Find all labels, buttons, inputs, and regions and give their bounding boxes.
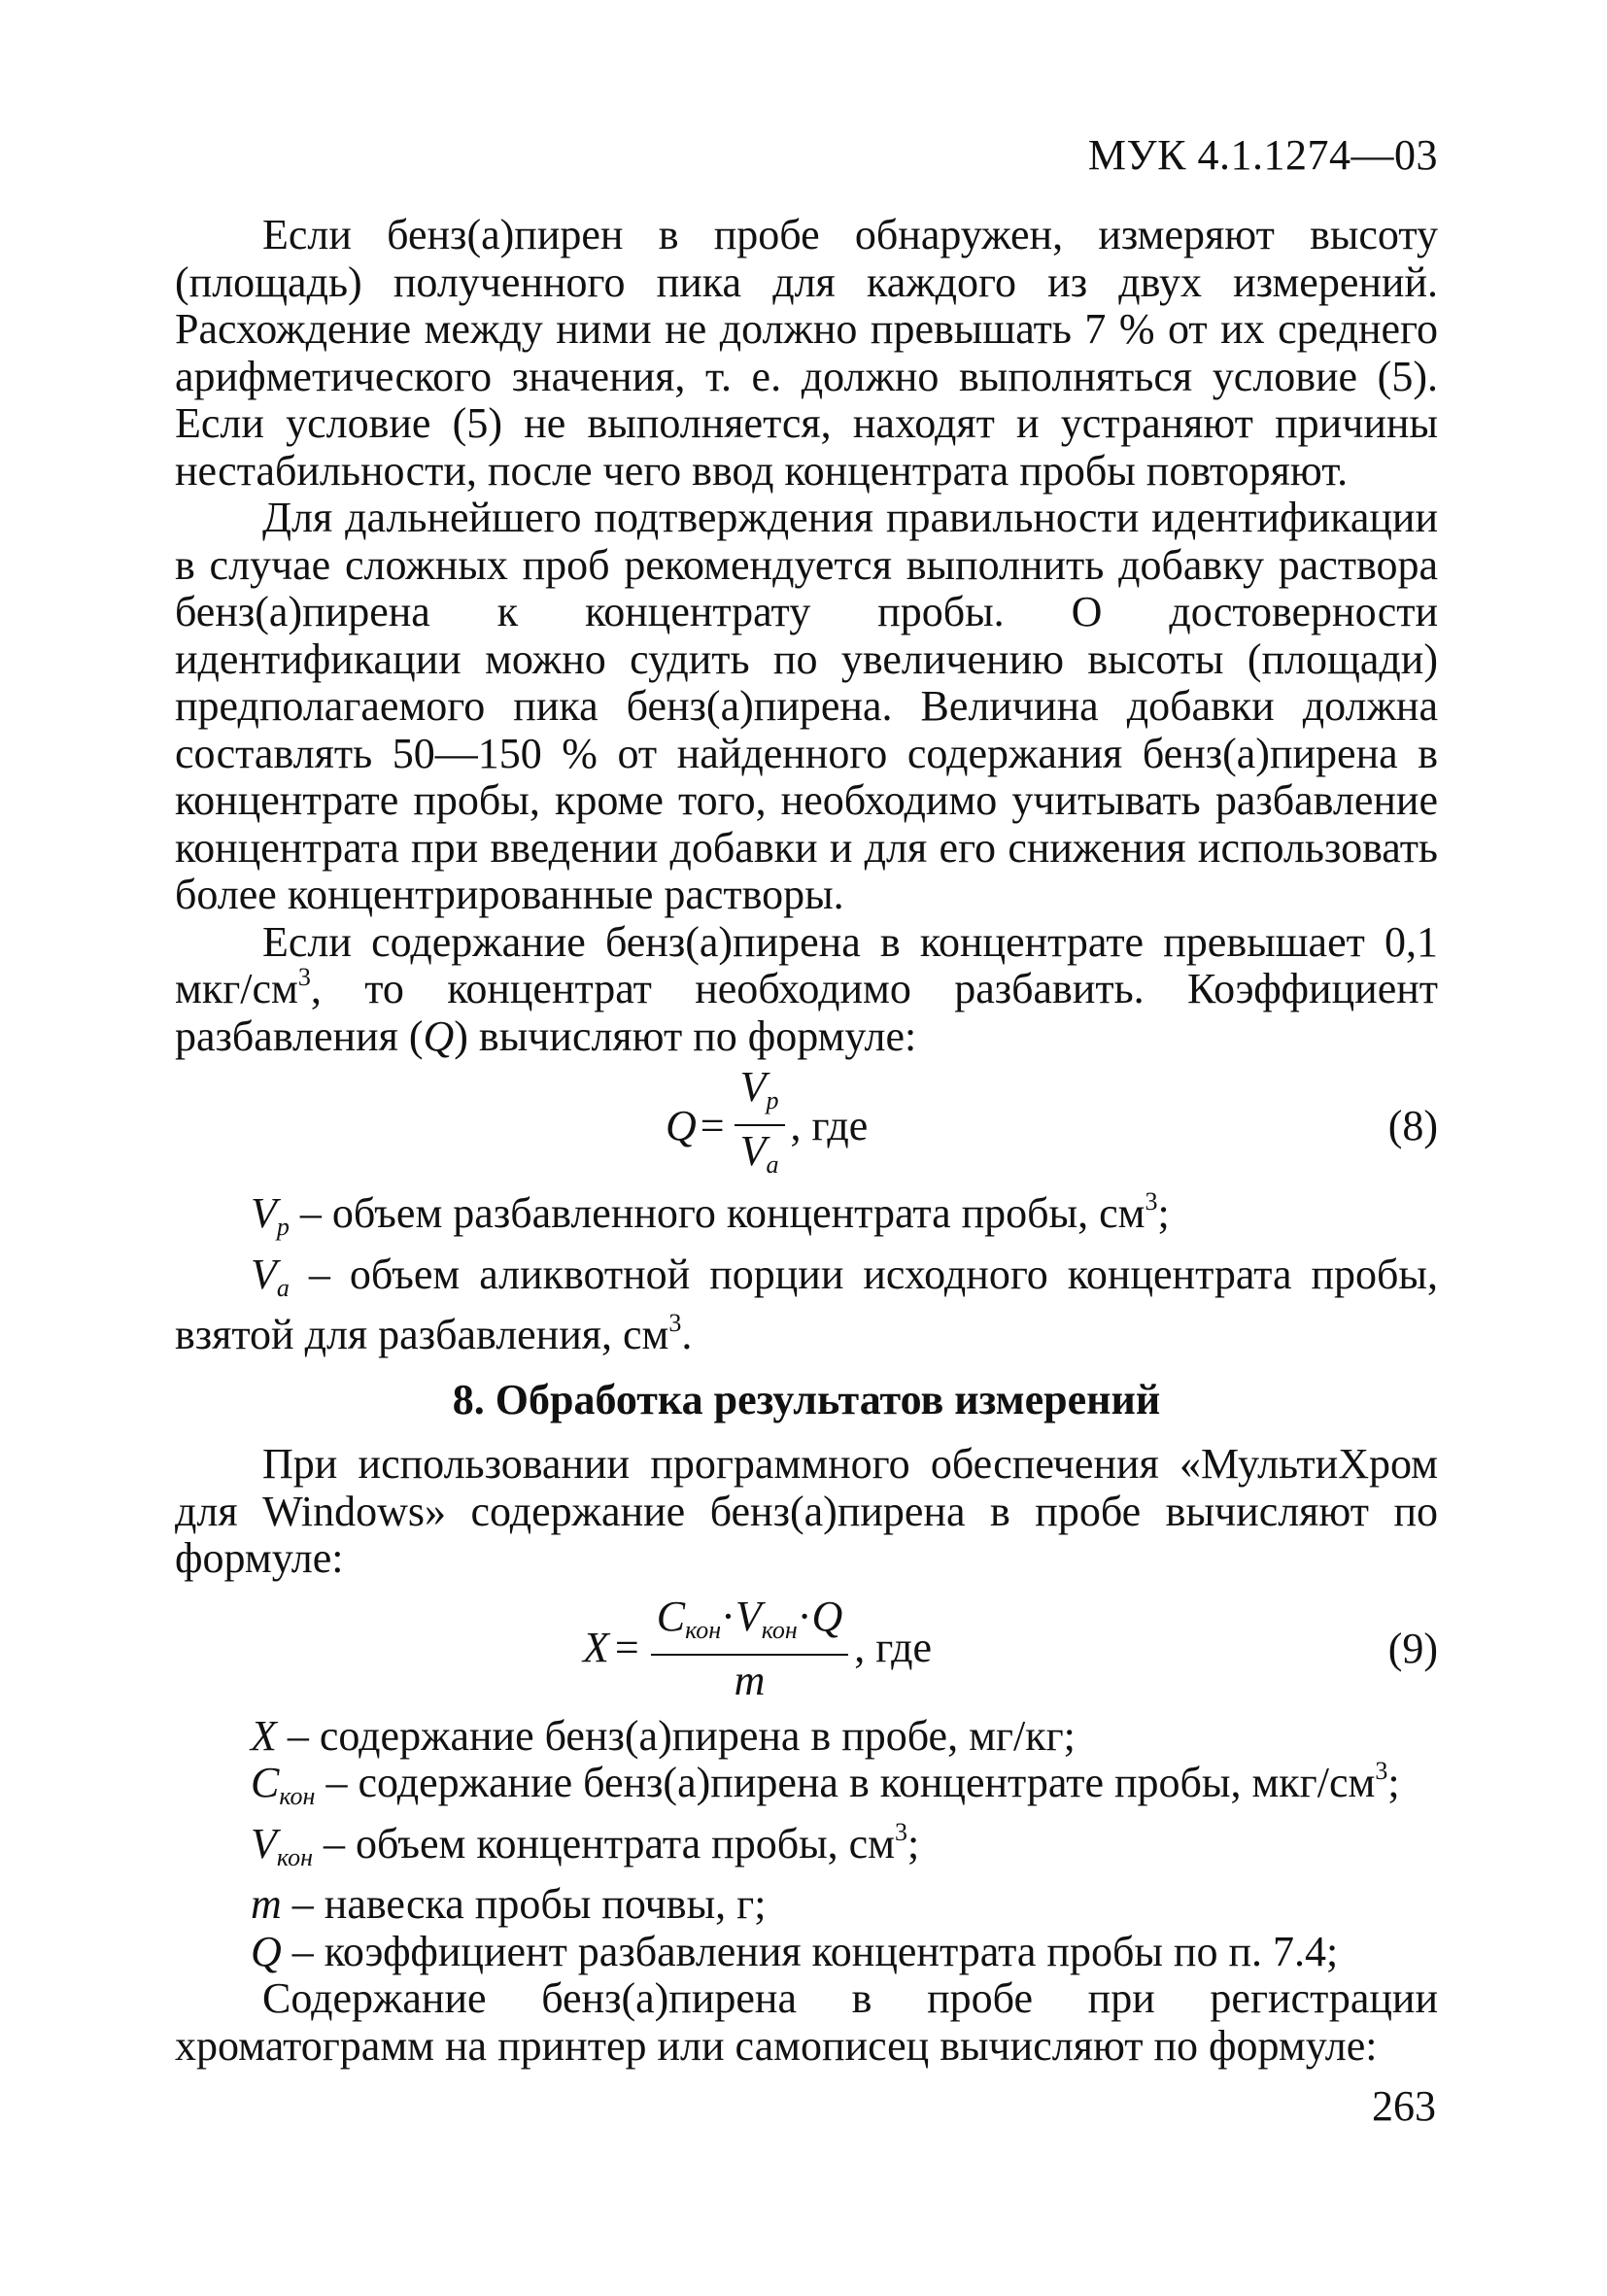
formula-9-suffix: , где (854, 1624, 932, 1672)
m-var: m (251, 1880, 282, 1928)
num-v-sub: кон (761, 1615, 798, 1644)
num-dot-2: · (797, 1592, 812, 1640)
paragraph-dilution (175, 919, 1438, 1061)
num-q: Q (811, 1592, 843, 1640)
formula-9-equals: = (614, 1624, 639, 1672)
formula-8-numerator (735, 1063, 785, 1126)
definition-c (175, 1757, 1438, 1821)
v-sup: 3 (895, 1817, 908, 1846)
den-m: m (734, 1656, 766, 1704)
paragraph-recorder: Содержание бенз(а)пирена в пробе при регистрации хроматограмм на принтер или самописец вычисляют по формуле: (175, 1974, 1438, 2070)
q-var: Q (251, 1927, 282, 1975)
numerator-sub: p (766, 1086, 779, 1114)
v-sub: кон (276, 1842, 313, 1871)
page-number: 263 (1372, 2082, 1436, 2130)
formula-9-numerator (651, 1592, 849, 1656)
page-content (175, 212, 1438, 2070)
document-code-header: МУК 4.1.1274—03 (1087, 131, 1438, 179)
denominator-sub: a (766, 1150, 779, 1179)
formula-8-number: (8) (1387, 1102, 1438, 1149)
section-title: 8. Обработка результатов измерений (452, 1375, 1161, 1423)
formula-8 (666, 1063, 869, 1184)
formula-9-denominator (729, 1656, 771, 1702)
va-text: – объем аликвотной порции исходного концентрата пробы, взятой для разбавления, см (175, 1250, 1438, 1358)
formula-9-lhs: X (583, 1624, 609, 1672)
c-text: – содержание бенз(а)пирена в концентрате пробы, мкг/см (315, 1759, 1376, 1806)
num-dot-1: · (721, 1592, 735, 1640)
vp-var: V (251, 1189, 277, 1237)
va-var: V (251, 1250, 277, 1298)
dilution-text-c: ) вычисляют по формуле: (454, 1011, 917, 1060)
c-end: ; (1387, 1759, 1400, 1806)
formula-9-row (175, 1591, 1438, 1707)
formula-8-equals: = (700, 1101, 725, 1149)
num-v: V (735, 1592, 762, 1640)
formula-8-suffix: , где (790, 1101, 869, 1149)
formula-8-fraction (735, 1063, 785, 1186)
x-var: X (251, 1711, 277, 1760)
formula-9 (583, 1591, 932, 1707)
va-sub: a (276, 1273, 290, 1302)
vp-sub: p (276, 1213, 290, 1241)
paragraph-multichrom: При использовании программного обеспечения «МультиХром для Windows» содержание бенз(а)пирена в пробе вычисляют по формуле: (175, 1440, 1438, 1582)
superscript-3: 3 (297, 963, 311, 991)
definition-x (175, 1713, 1438, 1761)
va-sup: 3 (668, 1309, 682, 1337)
vp-end: ; (1157, 1189, 1170, 1237)
paragraph-identification: Для дальнейшего подтверждения правильности идентификации в случае сложных проб рекомендуется выполнить добавку раствора бенз(а)пирена к концентрату пробы. О достоверности идентификации можно судить по увеличению высоты (площади) предполагаемого пика бенз(а)пирена. Величина добавки должна составлять 50—150 % от найденного содержания бенз(а)пирена в концентрате пробы, кроме того, необходимо учитывать разбавление концентрата при введении добавки и для его снижения использовать более концентрированные растворы. (175, 494, 1438, 918)
formula-9-number: (9) (1387, 1624, 1438, 1672)
q-text: – коэффициент разбавления концентрата пробы по п. 7.4; (281, 1927, 1339, 1975)
dilution-text-a: Если содержание бенз(а)пирена в концентрате превышает 0,1 мкг/см (175, 917, 1438, 1012)
variable-q: Q (423, 1011, 455, 1060)
paragraph-peak-check: Если бенз(а)пирен в пробе обнаружен, измеряют высоту (площадь) полученного пика для каждого из двух измерений. Расхождение между ними не должно превышать 7 % от их среднего арифметического значения, т. е. должно выполняться условие (5). Если условие (5) не выполняется, находят и устраняют причины нестабильности, после чего ввод концентрата пробы повторяют. (175, 211, 1438, 495)
vp-sup: 3 (1145, 1187, 1158, 1216)
num-c-sub: кон (685, 1615, 722, 1644)
m-text: – навеска пробы почвы, г; (281, 1880, 767, 1928)
x-text: – содержание бенз(а)пирена в пробе, мг/кг; (276, 1711, 1076, 1760)
c-sub: кон (279, 1782, 316, 1810)
c-sup: 3 (1375, 1757, 1388, 1785)
formula-8-row (175, 1063, 1438, 1184)
formula-8-denominator (735, 1126, 785, 1186)
definition-vp (175, 1187, 1438, 1251)
definition-q (175, 1929, 1438, 1976)
vp-text: – объем разбавленного концентрата пробы, см (289, 1189, 1145, 1237)
v-end: ; (907, 1819, 920, 1868)
formula-8-lhs: Q (666, 1101, 697, 1149)
definition-v (175, 1817, 1438, 1882)
definition-m (175, 1881, 1438, 1929)
definition-va (175, 1251, 1438, 1359)
v-var: V (251, 1819, 277, 1868)
dilution-text-b: , то концентрат необходимо разбавить. Коэффициент разбавления ( (175, 965, 1438, 1060)
va-end: . (681, 1311, 693, 1358)
c-var: C (251, 1759, 280, 1806)
formula-9-fraction (651, 1592, 849, 1704)
denominator-v: V (739, 1127, 767, 1175)
num-c: C (656, 1592, 686, 1640)
v-text: – объем концентрата пробы, см (312, 1819, 896, 1868)
numerator-v: V (739, 1063, 767, 1111)
